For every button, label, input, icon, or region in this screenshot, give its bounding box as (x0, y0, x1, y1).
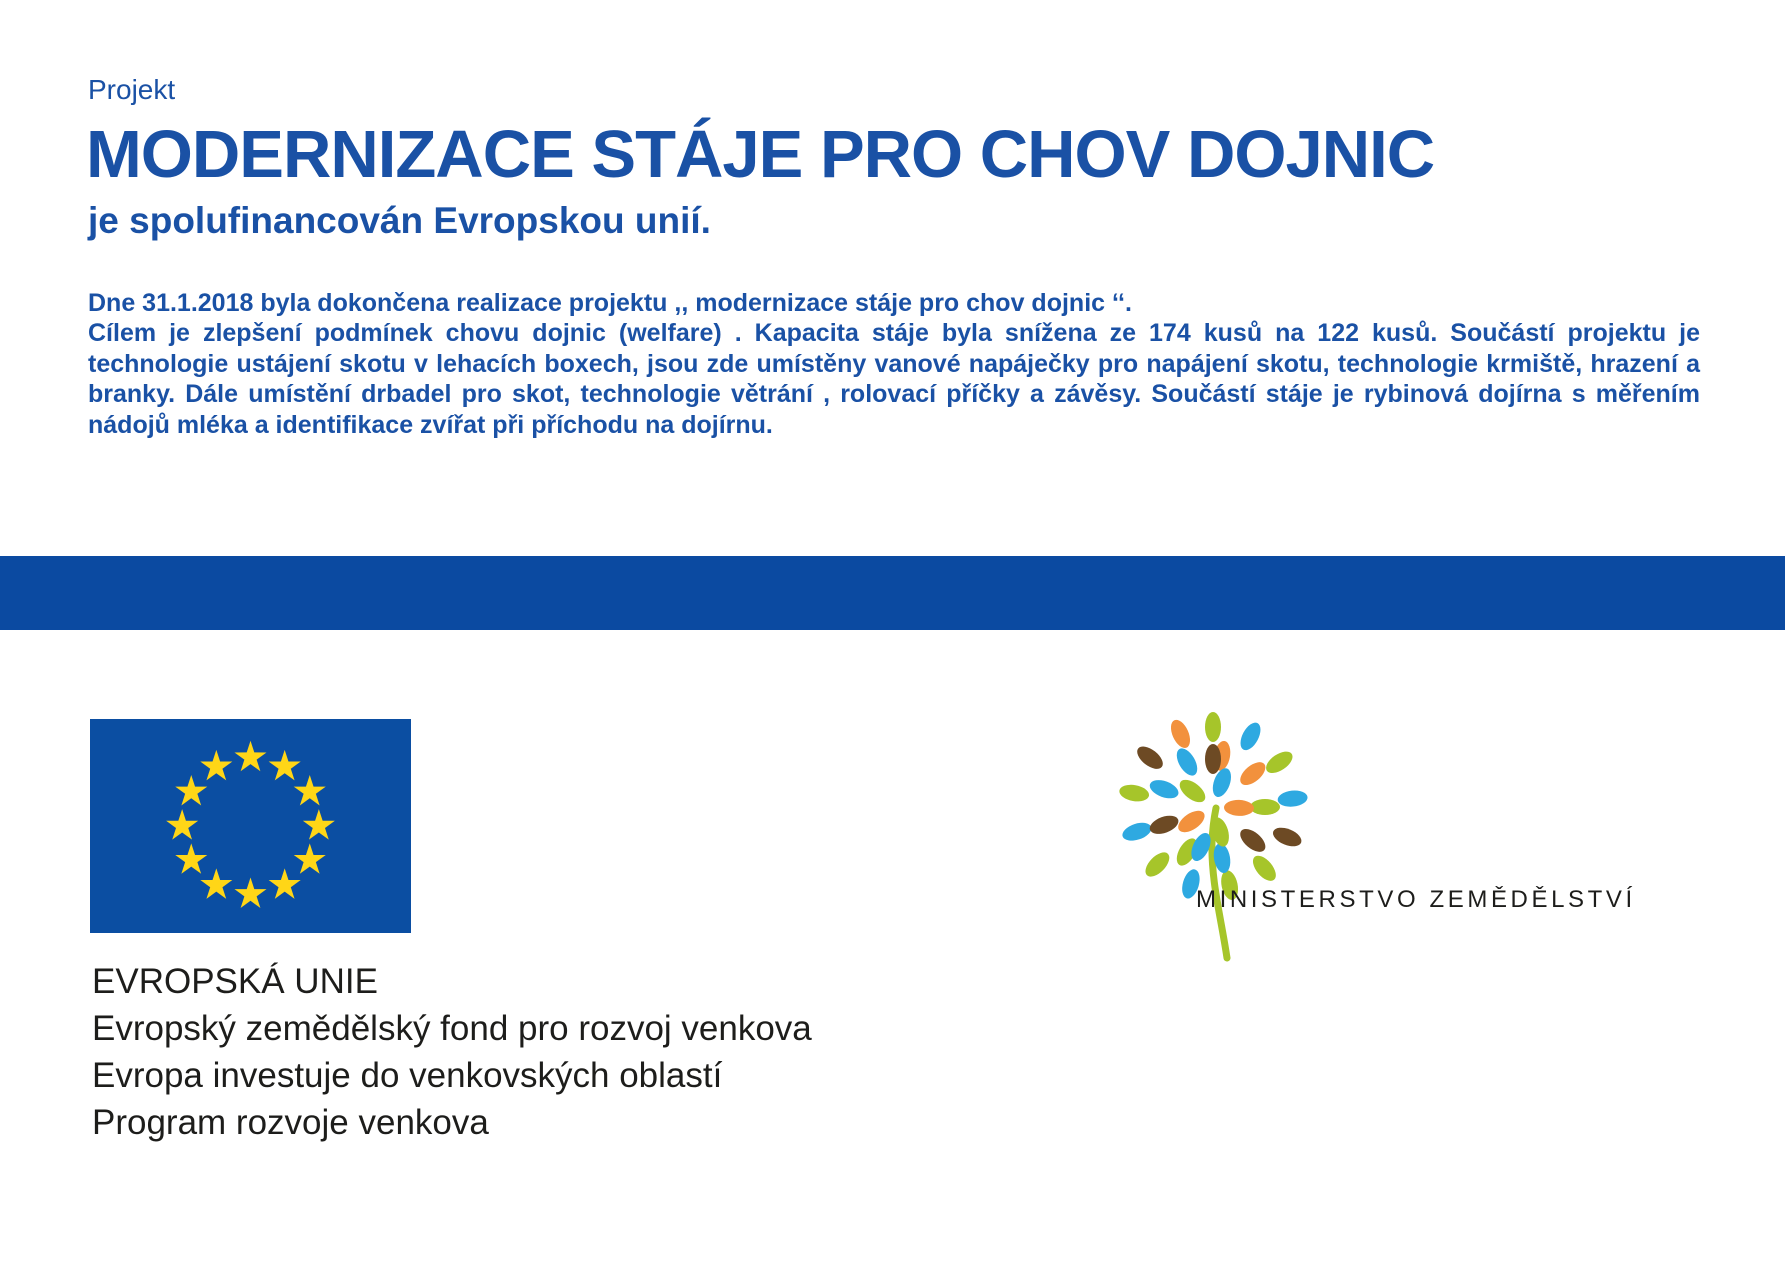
eu-line-union: EVROPSKÁ UNIE (92, 962, 378, 1001)
project-kicker: Projekt (88, 74, 176, 105)
page-subtitle: je spolufinancován Evropskou unií. (88, 200, 711, 241)
eu-line-program: Program rozvoje venkova (92, 1103, 489, 1142)
ministry-tree-icon (1113, 712, 1313, 962)
body-first-line: Dne 31.1.2018 byla dokončena realizace projektu ,, modernizace stáje pro chov dojnic ‘‘. (88, 289, 1132, 317)
page-title: MODERNIZACE STÁJE PRO CHOV DOJNIC (86, 117, 1435, 192)
eu-line-invest: Evropa investuje do venkovských oblastí (92, 1056, 723, 1095)
eu-flag-icon (89, 719, 412, 933)
blue-band-divider (0, 556, 1785, 630)
eu-text-block (92, 958, 812, 1146)
eu-line-fund: Evropský zemědělský fond pro rozvoj venkova (92, 1009, 812, 1048)
body-paragraph: Cílem je zlepšení podmínek chovu dojnic (welfare) . Kapacita stáje byla snížena ze 174 kusů na 122 kusů. Součástí projektu je technologie ustájení skotu v lehacích boxech, jsou zde umístěny vanové napáječky pro napájení skotu, technologie krmiště, hrazení a branky. Dále umístění drbadel pro skot, technologie větrání , rolovací příčky a závěsy. Součástí stáje je rybinová dojírna s měřením nádojů mléka a identifikace zvířat při příchodu na dojírnu. (88, 319, 1700, 439)
ministry-name: MINISTERSTVO ZEMĚDĚLSTVÍ (1196, 886, 1636, 913)
